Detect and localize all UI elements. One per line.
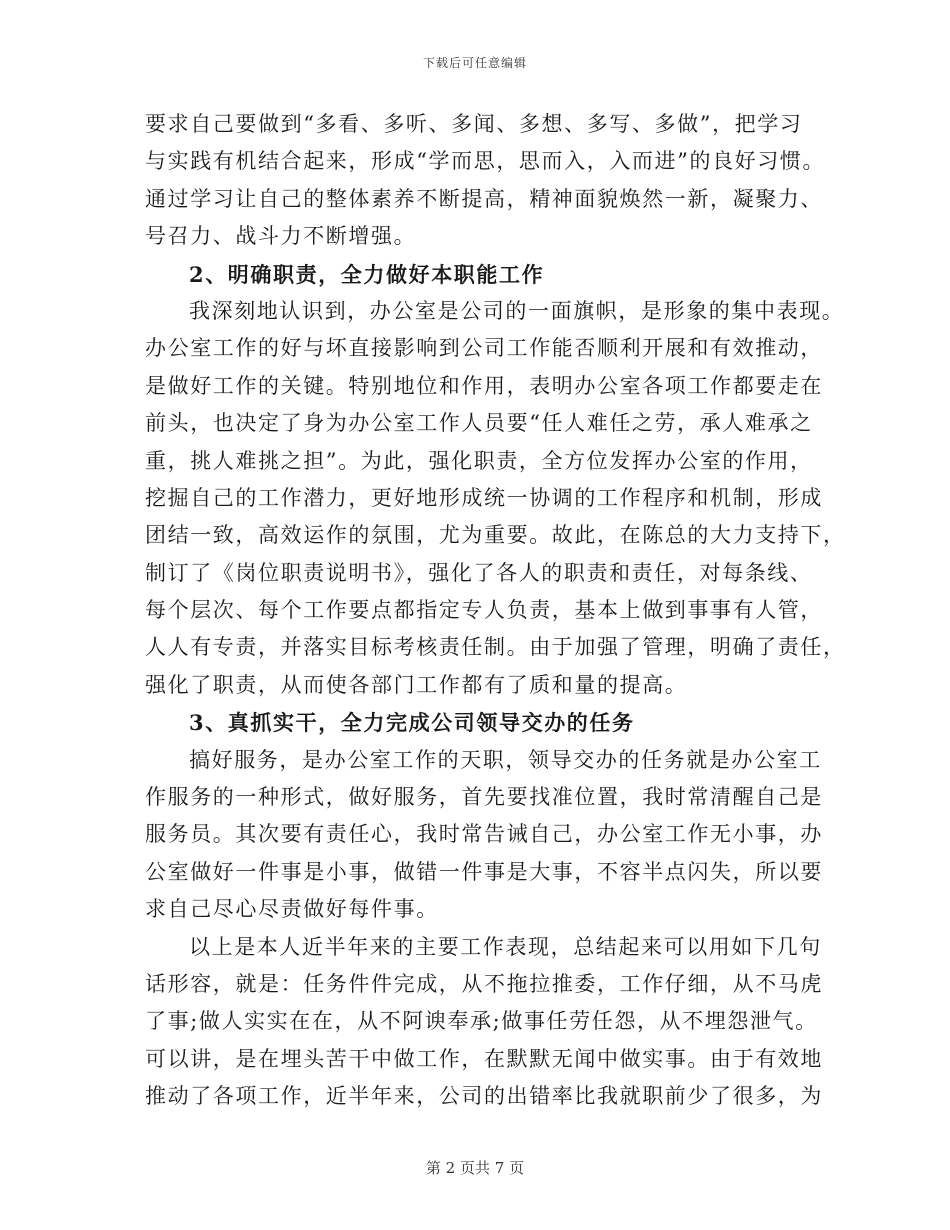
text-line: 强化了职责，从而使各部门工作都有了质和量的提高。	[145, 672, 688, 697]
text-line: 通过学习让自己的整体素养不断提高，精神面貌焕然一新，凝聚力、	[145, 186, 823, 211]
text-line: 制订了《岗位职责说明书》，强化了各人的职责和责任，对每条线、	[145, 560, 813, 585]
text-line: 服务员。其次要有责任心，我时常告诫自己，办公室工作无小事，办	[145, 822, 823, 847]
section-heading-2: 2、明确职责，全力做好本职能工作	[189, 261, 545, 287]
text-line: 作服务的一种形式，做好服务，首先要找准位置，我时常清醒自己是	[145, 785, 823, 810]
text-line: 是做好工作的关键。特别地位和作用，表明办公室各项工作都要走在	[145, 373, 823, 398]
text-line: 办公室工作的好与坏直接影响到公司工作能否顺利开展和有效推动，	[145, 336, 823, 361]
section-heading-3: 3、真抓实干，全力完成公司领导交办的任务	[189, 710, 635, 736]
page-header: 下载后可任意编辑	[422, 56, 527, 70]
text-line: 前头，也决定了身为办公室工作人员要“任人难任之劳，承人难承之	[145, 411, 813, 436]
text-line: 可以讲，是在埋头苦干中做工作，在默默无闻中做实事。由于有效地	[145, 1046, 823, 1071]
text-line: 要求自己要做到“多看、多听、多闻、多想、多写、多做”，把学习	[145, 112, 803, 136]
text-line: 人人有专责，并落实目标考核责任制。由于加强了管理，明确了责任，	[145, 635, 846, 660]
text-line: 求自己尽心尽责做好每件事。	[145, 897, 439, 922]
document-body	[145, 106, 846, 1116]
text-line: 挖掘自己的工作潜力，更好地形成统一协调的工作程序和机制，形成	[145, 485, 823, 510]
text-line: 团结一致，高效运作的氛围，尤为重要。故此，在陈总的大力支持下，	[145, 523, 846, 548]
text-line: 了事;做人实实在在，从不阿谀奉承;做事任劳任怨，从不埋怨泄气。	[145, 1009, 818, 1034]
text-line: 每个层次、每个工作要点都指定专人负责，基本上做到事事有人管，	[145, 598, 823, 623]
text-line: 公室做好一件事是小事，做错一件事是大事，不容半点闪失，所以要	[145, 859, 823, 884]
page-footer: 第 2 页共 7 页	[425, 1159, 525, 1177]
text-line: 我深刻地认识到，办公室是公司的一面旗帜，是形象的集中表现。	[189, 298, 845, 323]
text-line: 推动了各项工作，近半年来，公司的出错率比我就职前少了很多，为	[145, 1084, 823, 1109]
text-line: 搞好服务，是办公室工作的天职，领导交办的任务就是办公室工	[189, 747, 822, 772]
text-line: 与实践有机结合起来，形成“学而思，思而入，入而进”的良好习惯。	[145, 149, 826, 174]
text-line: 重，挑人难挑之担”。为此，强化职责，全方位发挥办公室的作用，	[145, 448, 813, 473]
text-line: 以上是本人近半年来的主要工作表现，总结起来可以用如下几句	[189, 934, 822, 959]
text-line: 号召力、战斗力不断增强。	[145, 224, 417, 249]
text-line: 话形容，就是：任务件件完成，从不拖拉推委，工作仔细，从不马虎	[145, 971, 823, 996]
